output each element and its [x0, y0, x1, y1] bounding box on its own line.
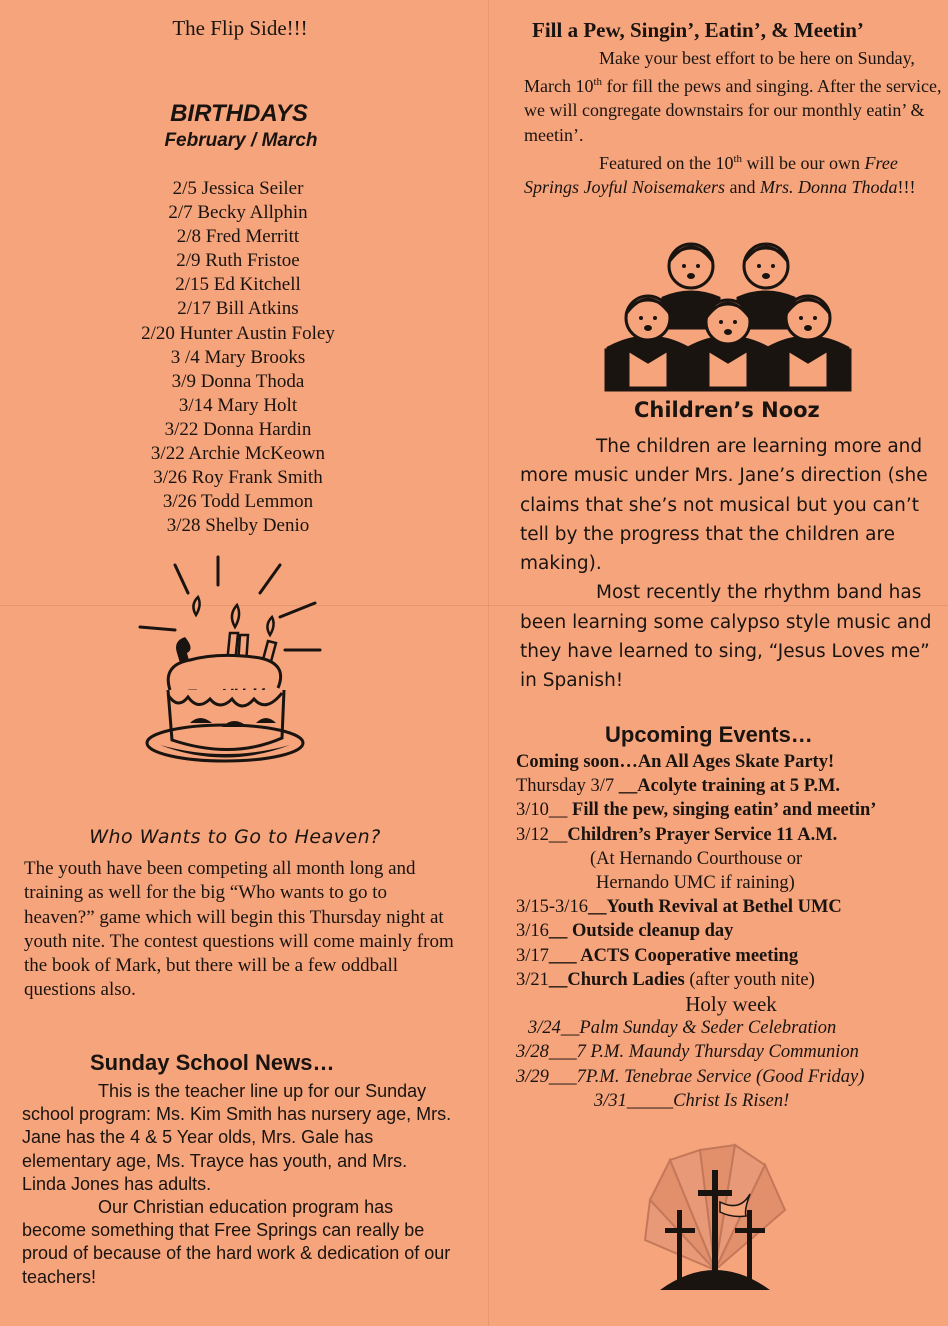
event-date: 3/16 — [516, 921, 549, 942]
event-date: 3/10__ — [516, 800, 573, 821]
childrens-nooz-body — [520, 432, 940, 696]
birthday-item: 3/9 Donna Thoda — [171, 370, 305, 392]
heaven-paragraph: The youth have been competing all month long and training as well for the big “Who wants to go to heaven?” game which will begin this Thursday night at youth nite. The contest questions will come mainly from the book of Mark, but there will be a few oddball questions also. — [24, 858, 454, 1001]
event-note: (At Hernando Courthouse or — [590, 848, 803, 869]
pew-body — [524, 46, 944, 199]
event-title: Fill the pew, singing eatin’ and meetin’ — [572, 800, 877, 821]
three-crosses-icon — [640, 1140, 790, 1290]
event-date: Thursday 3/7 — [516, 776, 619, 797]
heaven-heading: Who Wants to Go to Heaven? — [89, 826, 381, 848]
event-title: ___ ACTS Cooperative meeting — [548, 945, 799, 966]
sunday-school-body — [22, 1080, 452, 1289]
event-date: 3/17 — [516, 945, 549, 966]
nooz-paragraph-1: The children are learning more and more music under Mrs. Jane’s direction (she claims that she’s not musical but you can’t tell by the progress that the children are making). — [520, 436, 928, 575]
event-item — [516, 944, 946, 968]
pew-text: !!! — [897, 177, 916, 198]
event-title: __Youth Revival at Bethel UMC — [587, 897, 842, 918]
sunday-school-paragraph-1: This is the teacher line up for our Sunday school program: Ms. Kim Smith has nursery age, Mrs. Jane has the 4 & 5 Year olds, Mrs. Gale has elementary age, Ms. Trayce has youth, and Mrs. Linda Jones has adults. — [22, 1081, 452, 1194]
birthday-item: 3/26 Todd Lemmon — [162, 491, 314, 513]
nooz-paragraph-2: Most recently the rhythm band has been learning some calypso style music and they have learned to sing, “Jesus Loves me” in Spanish! — [520, 582, 932, 692]
performer-name: Mrs. Donna Thoda — [759, 177, 898, 198]
birthday-item: 3/22 Archie McKeown — [150, 443, 326, 465]
group-name: Free Springs Joyful Noisemakers — [524, 152, 898, 198]
pew-text: Featured on the 10 — [599, 152, 734, 173]
pew-text: Make your best effort to be here on Sunday, March 10 — [524, 48, 915, 97]
pew-heading: Fill a Pew, Singin’, Eatin’, & Meetin’ — [532, 18, 864, 42]
birthday-item: 3/22 Donna Hardin — [164, 418, 312, 440]
birthday-item: 2/5 Jessica Seiler — [172, 178, 304, 199]
birthday-item: 3 /4 Mary Brooks — [170, 346, 306, 368]
ordinal-suffix: th — [593, 76, 603, 89]
holy-week-heading: Holy week — [685, 992, 777, 1017]
pew-paragraph-2 — [524, 147, 944, 199]
ordinal-suffix: th — [733, 152, 743, 165]
pew-text: will be our own — [742, 152, 865, 173]
sunday-school-heading: Sunday School News… — [90, 1050, 335, 1075]
event-date: 3/15-3/16 — [516, 897, 588, 918]
birthday-cake-icon — [130, 555, 330, 765]
holy-week-item: 3/24__Palm Sunday & Seder Celebration — [528, 1018, 837, 1039]
pew-paragraph-1 — [524, 46, 944, 147]
birthday-item: 2/8 Fred Merritt — [176, 226, 300, 248]
event-item — [516, 774, 946, 798]
birthday-item: 2/9 Ruth Fristoe — [176, 250, 300, 272]
holy-week-item: 3/29___7P.M. Tenebrae Service (Good Friday) — [516, 1066, 865, 1087]
event-title: __ Outside cleanup day — [548, 921, 734, 942]
event-title: __Church Ladies — [548, 969, 685, 990]
birthday-item: 2/7 Becky Allphin — [168, 202, 308, 224]
event-item — [516, 798, 946, 822]
birthdays-heading: BIRTHDAYS — [170, 100, 308, 127]
event-title: Children’s Prayer Service 11 A.M. — [567, 824, 838, 845]
event-item: Coming soon…An All Ages Skate Party! — [516, 752, 835, 772]
sunday-school-paragraph-2: Our Christian education program has become something that Free Springs can really be proud of because of the hard work & dedication of our teachers! — [22, 1197, 451, 1287]
pew-text: and — [724, 177, 760, 198]
event-title: __Acolyte training at 5 P.M. — [618, 776, 841, 797]
flip-side-title: The Flip Side!!! — [172, 16, 308, 40]
birthday-item: 2/17 Bill Atkins — [177, 298, 299, 320]
childrens-nooz-heading: Children’s Nooz — [634, 398, 820, 422]
pew-text: for fill the pews and singing. After the service, we will congregate downstairs for our monthly eatin’ & meetin’. — [524, 76, 942, 145]
page-fold-vertical — [488, 0, 489, 1326]
holy-week-item: 3/31_____Christ Is Risen! — [594, 1090, 790, 1111]
birthday-item: 3/28 Shelby Denio — [166, 515, 310, 537]
holy-week-item: 3/28___7 P.M. Maundy Thursday Communion — [516, 1042, 859, 1063]
event-date: 3/21 — [516, 969, 549, 990]
event-note: Hernando UMC if raining) — [596, 873, 795, 894]
choir-children-icon — [603, 238, 853, 393]
birthday-item: 3/14 Mary Holt — [178, 394, 298, 416]
birthday-item: 2/20 Hunter Austin Foley — [141, 322, 335, 344]
event-date: 3/12__ — [516, 824, 568, 845]
event-item — [516, 823, 946, 847]
birthdays-subheading: February / March — [164, 130, 318, 151]
upcoming-events-list — [516, 750, 946, 1113]
event-item — [516, 919, 946, 943]
event-note: (after youth nite) — [684, 969, 815, 990]
birthdays-list — [0, 177, 476, 538]
birthday-item: 2/15 Ed Kitchell — [175, 274, 301, 296]
upcoming-events-heading: Upcoming Events… — [605, 722, 813, 747]
birthday-item: 3/26 Roy Frank Smith — [153, 467, 323, 489]
event-item — [516, 895, 946, 919]
event-item — [516, 968, 946, 992]
